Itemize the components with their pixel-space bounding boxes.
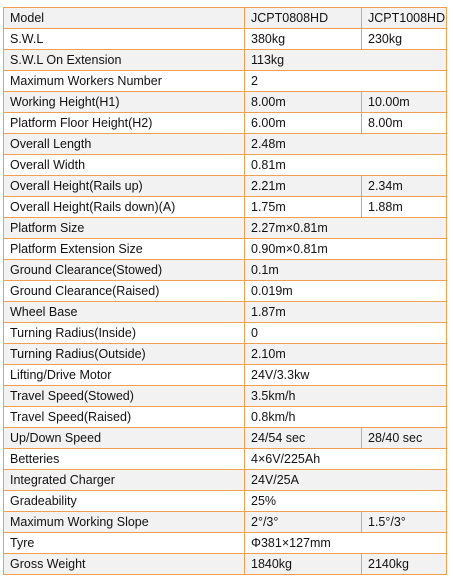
spec-label: Ground Clearance(Stowed) <box>4 260 245 281</box>
spec-label: Model <box>4 8 245 29</box>
spec-value: 3.5km/h <box>245 386 447 407</box>
spec-value: 0 <box>245 323 447 344</box>
table-row <box>4 554 447 575</box>
spec-value: 24V/3.3kw <box>245 365 447 386</box>
spec-value: 24V/25A <box>245 470 447 491</box>
spec-value-alt: 230kg <box>362 29 447 50</box>
spec-value: 0.8km/h <box>245 407 447 428</box>
spec-value: 1840kg <box>245 554 362 575</box>
spec-value: 24/54 sec <box>245 428 362 449</box>
spec-value: 2.21m <box>245 176 362 197</box>
spec-value: 113kg <box>245 50 447 71</box>
spec-value-alt: 2140kg <box>362 554 447 575</box>
spec-label: Up/Down Speed <box>4 428 245 449</box>
spec-value: 6.00m <box>245 113 362 134</box>
spec-table <box>3 7 447 575</box>
spec-value: 1.75m <box>245 197 362 218</box>
table-row <box>4 8 447 29</box>
spec-label: Overall Length <box>4 134 245 155</box>
table-row <box>4 344 447 365</box>
spec-label: Platform Floor Height(H2) <box>4 113 245 134</box>
spec-label: Travel Speed(Stowed) <box>4 386 245 407</box>
table-row <box>4 92 447 113</box>
spec-label: S.W.L On Extension <box>4 50 245 71</box>
spec-value-alt: 8.00m <box>362 113 447 134</box>
table-row <box>4 71 447 92</box>
table-row <box>4 218 447 239</box>
spec-label: Lifting/Drive Motor <box>4 365 245 386</box>
spec-value-alt: 1.5°/3° <box>362 512 447 533</box>
spec-label: Wheel Base <box>4 302 245 323</box>
spec-label: Betteries <box>4 449 245 470</box>
table-row <box>4 428 447 449</box>
table-row <box>4 260 447 281</box>
spec-value-alt: 1.88m <box>362 197 447 218</box>
spec-value: 8.00m <box>245 92 362 113</box>
spec-label: Ground Clearance(Raised) <box>4 281 245 302</box>
table-row <box>4 449 447 470</box>
spec-label: Platform Extension Size <box>4 239 245 260</box>
spec-label: Integrated Charger <box>4 470 245 491</box>
spec-value: Φ381×127mm <box>245 533 447 554</box>
spec-value: 25% <box>245 491 447 512</box>
table-row <box>4 533 447 554</box>
table-row <box>4 302 447 323</box>
table-row <box>4 491 447 512</box>
spec-value: 2.27m×0.81m <box>245 218 447 239</box>
spec-label: Maximum Workers Number <box>4 71 245 92</box>
spec-value: 0.1m <box>245 260 447 281</box>
spec-value: 380kg <box>245 29 362 50</box>
spec-value: 2°/3° <box>245 512 362 533</box>
spec-value: 2.10m <box>245 344 447 365</box>
table-row <box>4 176 447 197</box>
spec-value: 1.87m <box>245 302 447 323</box>
spec-label: Maximum Working Slope <box>4 512 245 533</box>
spec-label: Overall Height(Rails down)(A) <box>4 197 245 218</box>
table-row <box>4 134 447 155</box>
table-row <box>4 323 447 344</box>
table-row <box>4 197 447 218</box>
table-row <box>4 50 447 71</box>
table-row <box>4 386 447 407</box>
spec-value: 2.48m <box>245 134 447 155</box>
spec-label: Working Height(H1) <box>4 92 245 113</box>
table-row <box>4 365 447 386</box>
spec-label: Tyre <box>4 533 245 554</box>
spec-value: 4×6V/225Ah <box>245 449 447 470</box>
spec-value-alt: 10.00m <box>362 92 447 113</box>
spec-value-alt: JCPT1008HD <box>362 8 447 29</box>
spec-value: JCPT0808HD <box>245 8 362 29</box>
table-row <box>4 470 447 491</box>
table-row <box>4 239 447 260</box>
table-row <box>4 407 447 428</box>
spec-label: Travel Speed(Raised) <box>4 407 245 428</box>
table-row <box>4 29 447 50</box>
spec-value-alt: 28/40 sec <box>362 428 447 449</box>
table-row <box>4 155 447 176</box>
spec-label: Platform Size <box>4 218 245 239</box>
spec-value: 0.019m <box>245 281 447 302</box>
spec-label: Gradeability <box>4 491 245 512</box>
table-row <box>4 512 447 533</box>
spec-table-body <box>4 8 447 575</box>
spec-label: Gross Weight <box>4 554 245 575</box>
table-row <box>4 281 447 302</box>
spec-label: Turning Radius(Outside) <box>4 344 245 365</box>
spec-label: Overall Width <box>4 155 245 176</box>
spec-label: S.W.L <box>4 29 245 50</box>
spec-label: Overall Height(Rails up) <box>4 176 245 197</box>
spec-value: 2 <box>245 71 447 92</box>
spec-value-alt: 2.34m <box>362 176 447 197</box>
spec-label: Turning Radius(Inside) <box>4 323 245 344</box>
spec-value: 0.81m <box>245 155 447 176</box>
spec-value: 0.90m×0.81m <box>245 239 447 260</box>
table-row <box>4 113 447 134</box>
